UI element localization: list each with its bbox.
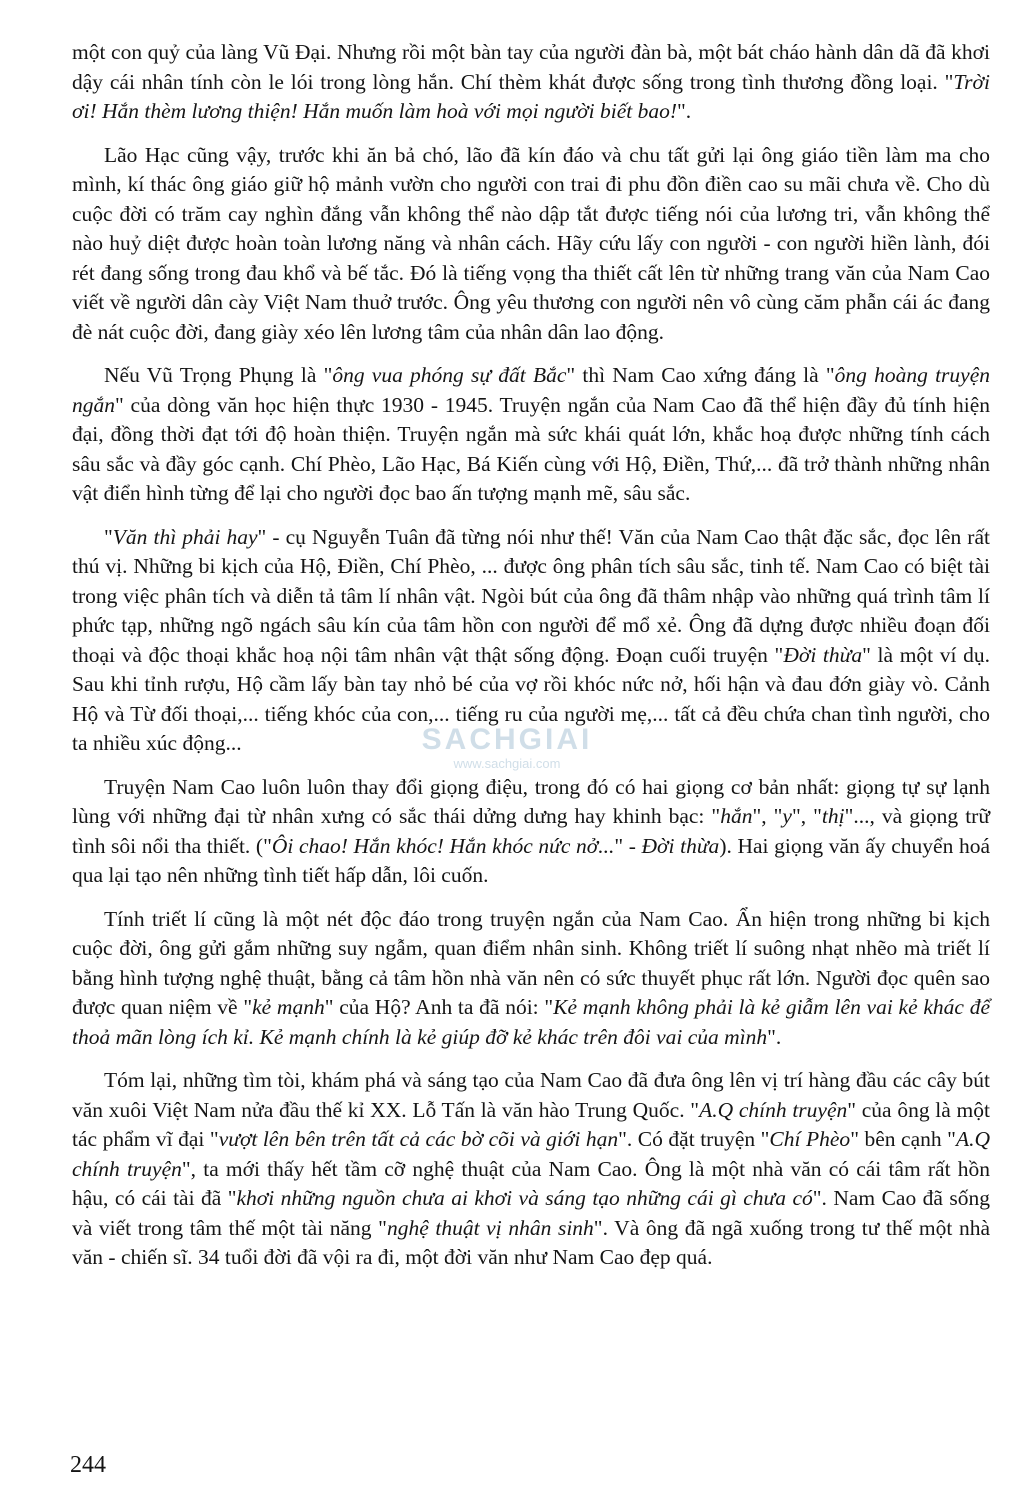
text-run: ". Nam Cao đã sống và viết trong tâm thế một tài năng "	[72, 1186, 990, 1240]
italic-quote: hắn	[720, 804, 753, 828]
watermark-brand: SACHGIAI	[421, 723, 593, 756]
text-run: ", "	[791, 804, 822, 828]
text-run: ". Và ông đã ngã xuống trong tư thế một nhà văn - chiến sĩ. 34 tuổi đời đã vội ra đi, một đời văn như Nam Cao đẹp quá.	[72, 1215, 990, 1269]
italic-quote: Đời thừa	[783, 642, 863, 667]
italic-quote: vượt lên bên trên tất cả các bờ cõi và giới hạn	[218, 1127, 619, 1151]
text-run: " bên cạnh "	[850, 1127, 956, 1151]
text-run: ). Hai giọng văn ấy chuyển hoá qua lại tạo nên những tình tiết hấp dẫn, lôi cuốn.	[72, 833, 990, 887]
watermark-url: www.sachgiai.com	[453, 756, 561, 771]
italic-quote: A.Q chính truyện	[699, 1097, 848, 1122]
paragraph	[72, 523, 990, 759]
paragraph	[72, 38, 990, 127]
text-run: " của dòng văn học hiện thực 1930 - 1945. Truyện ngắn của Nam Cao đã thể hiện đầy đủ tính hiện đại, đồng thời đạt tới độ hoàn thiện. Truyện ngắn mà sức khái quát lớn, khắc hoạ được những tính cách sâu sắc và đầy góc cạnh. Chí Phèo, Lão Hạc, Bá Kiến cùng với Hộ, Điền, Thứ,... đã trở thành những nhân vật điển hình từng để lại cho người đọc bao ấn tượng mạnh mẽ, sâu sắc.	[72, 392, 990, 505]
text-run: một con quỷ của làng Vũ Đại. Nhưng rồi một bàn tay của người đàn bà, một bát cháo hành dân dã đã khơi dậy cái nhân tính còn le lói trong lòng hắn. Chí thèm khát được sống trong tình thương đồng loại. "	[72, 40, 990, 94]
italic-quote: nghệ thuật vị nhân sinh	[386, 1215, 594, 1240]
text-run: Lão Hạc cũng vậy, trước khi ăn bả chó, lão đã kín đáo và chu tất gửi lại ông giáo tiền làm ma cho mình, kí thác ông giáo giữ hộ mảnh vườn cho người con trai đi phu đồn điền cao su mãi chưa về. Cho dù cuộc đời có trăm cay nghìn đắng vẫn không thể nào dập tắt được tiếng nói của lương tri, vẫn không thể nào huỷ diệt được hoàn toàn lương năng và nhân cách. Hãy cứu lấy con người - con người hiền lành, đói rét đang sống trong đau khổ và bế tắc. Đó là tiếng vọng tha thiết cất lên từ những trang văn của Nam Cao viết về người dân cày Việt Nam thuở trước. Ông yêu thương con người nên vô cùng căm phẫn cái ác đang đè nát cuộc đời, đang giày xéo lên lương tâm của nhân dân lao động.	[72, 142, 990, 344]
text-run: Tính triết lí cũng là một nét độc đáo trong truyện ngắn của Nam Cao. Ẩn hiện trong những bi kịch cuộc đời, ông gửi gắm những suy ngẫm, quan điểm nhân sinh. Không triết lí suông nhạt nhẽo mà triết lí bằng hình tượng nghệ thuật, bằng cả tâm hồn nhà văn nên có sức thuyết phục rất lớn. Người đọc quên sao được quan niệm về "	[72, 906, 990, 1019]
text-run: " -	[614, 833, 642, 858]
italic-quote: ông vua phóng sự đất Bắc	[332, 363, 567, 387]
page-number: 244	[70, 1452, 106, 1478]
text-run: " của Hộ? Anh ta đã nói: "	[324, 995, 554, 1019]
italic-quote: Ôi chao! Hắn khóc! Hắn khóc nức nở...	[271, 833, 615, 858]
text-run: "..., và giọng trữ tình sôi nổi tha thiết. ("	[72, 804, 990, 858]
body-text	[72, 38, 990, 1273]
document-page	[72, 38, 990, 1287]
paragraph	[72, 773, 990, 891]
text-run: Truyện Nam Cao luôn luôn thay đổi giọng điệu, trong đó có hai giọng cơ bản nhất: giọng tự sự lạnh lùng với những đại từ nhân xưng có sắc thái dửng dưng hay khinh bạc: "	[72, 774, 990, 828]
text-run: "	[104, 524, 113, 549]
italic-quote: y	[782, 804, 792, 828]
italic-quote: khơi những nguồn chưa ai khơi và sáng tạo những cái gì chưa có	[236, 1186, 813, 1210]
italic-quote: Trời ơi! Hắn thèm lương thiện! Hắn muốn làm hoà với mọi người biết bao!	[72, 69, 990, 123]
text-run: ", ta mới thấy hết tầm cỡ nghệ thuật của Nam Cao. Ông là một nhà văn có cái tâm rất hồn hậu, có cái tài đã "	[72, 1156, 990, 1210]
italic-quote: Đời thừa	[641, 833, 720, 858]
italic-quote: A.Q chính truyện	[72, 1127, 990, 1181]
italic-quote: ông hoàng truyện ngắn	[72, 363, 990, 417]
paragraph	[72, 361, 990, 509]
italic-quote: thị	[821, 804, 845, 828]
text-run: " thì Nam Cao xứng đáng là "	[566, 363, 835, 387]
text-run: ", "	[752, 804, 783, 828]
italic-quote: kẻ mạnh	[252, 995, 325, 1019]
text-run: ". Có đặt truyện "	[618, 1127, 770, 1151]
text-run: Tóm lại, những tìm tòi, khám phá và sáng tạo của Nam Cao đã đưa ông lên vị trí hàng đầu các cây bút văn xuôi Việt Nam nửa đầu thế kỉ XX. Lỗ Tấn là văn hào Trung Quốc. "	[72, 1068, 990, 1122]
paragraph	[72, 905, 990, 1053]
text-run: ".	[677, 99, 692, 123]
italic-quote: Kẻ mạnh không phải là kẻ giẫm lên vai kẻ khác để thoả mãn lòng ích kỉ. Kẻ mạnh chính là kẻ giúp đỡ kẻ khác trên đôi vai của mình	[72, 995, 990, 1049]
text-run: " - cụ Nguyễn Tuân đã từng nói như thế! Văn của Nam Cao thật đặc sắc, đọc lên rất thú vị. Những bi kịch của Hộ, Điền, Chí Phèo, ... được ông phân tích sâu sắc, tinh tế. Nam Cao có biệt tài trong việc phân tích và diễn tả tâm lí nhân vật. Ngòi bút của ông đã thâm nhập vào những quá trình tâm lí phức tạp, những ngõ ngách sâu kín của tâm hồn con người để mổ xẻ. Ông đã dựng được nhiều đoạn đối thoại và độc thoại khắc hoạ nội tâm nhân vật thật sống động. Đoạn cuối truyện "	[72, 524, 990, 667]
text-run: " là một ví dụ. Sau khi tỉnh rượu, Hộ cầm lấy bàn tay nhỏ bé của vợ rồi khóc nức nở, hối hận và đau đớn giày vò. Cảnh Hộ và Từ đối thoại,... tiếng khóc của con,... tiếng ru của người mẹ,... tất cả đều chứa chan tình người, cho ta nhiều xúc động...	[72, 642, 990, 755]
italic-quote: Văn thì phải hay	[112, 524, 258, 549]
text-run: Nếu Vũ Trọng Phụng là "	[104, 363, 333, 387]
text-run: " của ông là một tác phẩm vĩ đại "	[72, 1097, 990, 1151]
text-run: ".	[767, 1024, 782, 1049]
italic-quote: Chí Phèo	[769, 1127, 851, 1151]
paragraph	[72, 141, 990, 348]
paragraph	[72, 1066, 990, 1273]
